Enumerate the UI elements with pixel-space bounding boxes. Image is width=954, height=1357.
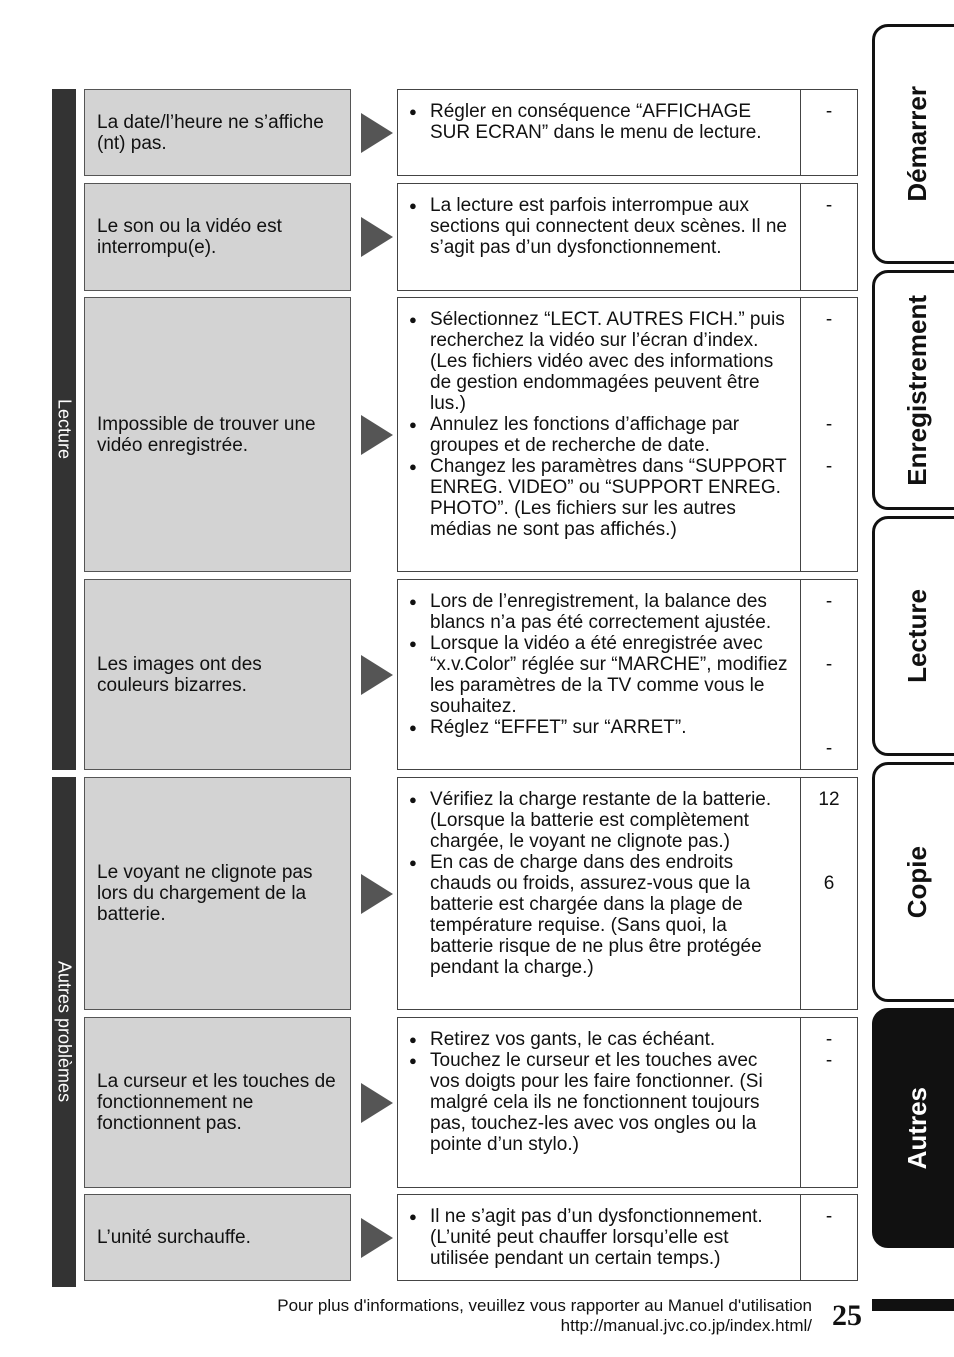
ref-value: 6 xyxy=(823,873,835,894)
cause-item: ● Changez les paramètres dans “SUPPORT ENREG. VIDEO” ou “SUPPORT ENREG. PHOTO”. (Les fichiers sur les autres médias ne sont pas affichés.) xyxy=(408,456,788,540)
tab-label: Démarrer xyxy=(901,86,932,202)
cause-cell xyxy=(397,297,801,572)
symptom-cell xyxy=(84,1017,351,1188)
ref-value: - xyxy=(825,456,833,477)
cause-item: ● Lors de l’enregistrement, la balance des blancs n’a pas été correctement ajustée. xyxy=(408,591,788,633)
ref-value: - xyxy=(825,414,833,435)
symptom-cell xyxy=(84,1194,351,1281)
cause-item: ● Lorsque la vidéo a été enregistrée avec “x.v.Color” réglée sur “MARCHE”, modifiez les paramètres de la TV comme vous le souhaitez. xyxy=(408,633,788,717)
cause-item: ● Sélectionnez “LECT. AUTRES FICH.” puis recherchez la vidéo sur l’écran d’index. (Les fichiers vidéo avec des informations de gestion endommagées peuvent être lus.) xyxy=(408,309,788,414)
cause-cell xyxy=(397,1194,801,1281)
symptom-cell xyxy=(84,777,351,1010)
tab-copie[interactable] xyxy=(872,762,954,1002)
symptom-cell xyxy=(84,89,351,176)
ref-value: - xyxy=(825,591,833,612)
ref-value: - xyxy=(825,738,833,759)
ref-value: - xyxy=(825,309,833,330)
tab-label: Autres xyxy=(901,1086,932,1170)
arrow-icon xyxy=(359,1216,395,1260)
cause-item: ● La lecture est parfois interrompue aux sections qui connectent deux scènes. Il ne s’agit pas d’un dysfonctionnement. xyxy=(408,195,788,258)
tab-label: Copie xyxy=(901,845,932,919)
symptom-cell xyxy=(84,183,351,291)
arrow-icon xyxy=(359,1081,395,1125)
table-row xyxy=(0,294,954,572)
cause-cell xyxy=(397,777,801,1010)
ref-cell xyxy=(800,89,858,176)
cause-item: ● En cas de charge dans des endroits chauds ou froids, assurez-vous que la batterie est chargée dans la plage de température requise. (Sans quoi, la batterie risque de ne plus être protégée pendant la charge.) xyxy=(408,852,788,978)
symptom-text: La curseur et les touches de fonctionnement ne fonctionnent pas. xyxy=(97,1071,336,1134)
table-row xyxy=(0,777,954,1010)
cause-item: ● Annulez les fonctions d’affichage par groupes et de recherche de date. xyxy=(408,414,788,456)
footer-url[interactable]: http://manual.jvc.co.jp/index.html/ xyxy=(560,1316,812,1335)
ref-value: 12 xyxy=(818,789,840,810)
page-number: 25 xyxy=(832,1299,862,1332)
symptom-cell xyxy=(84,297,351,572)
cause-item: ● Réglez “EFFET” sur “ARRET”. xyxy=(408,717,788,738)
section-label-text: Lecture xyxy=(54,399,75,460)
cause-item: ● Retirez vos gants, le cas échéant. xyxy=(408,1029,788,1050)
section-label-text: Autres problèmes xyxy=(54,961,75,1103)
symptom-text: Le voyant ne clignote pas lors du chargement de la batterie. xyxy=(97,862,313,925)
table-row xyxy=(0,89,954,176)
arrow-icon xyxy=(359,872,395,916)
tab-label: Lecture xyxy=(901,589,932,683)
cause-item: ● Vérifiez la charge restante de la batterie. (Lorsque la batterie est complètement chargée, le voyant ne clignote pas.) xyxy=(408,789,788,852)
table-row xyxy=(0,1017,954,1188)
ref-value: - xyxy=(825,1206,833,1227)
tab-lecture[interactable] xyxy=(872,516,954,756)
ref-cell xyxy=(800,1017,858,1188)
ref-cell xyxy=(800,297,858,572)
ref-value: - xyxy=(825,101,833,122)
symptom-text: Les images ont des couleurs bizarres. xyxy=(97,653,262,696)
table-row xyxy=(0,579,954,770)
ref-cell xyxy=(800,183,858,291)
symptom-cell xyxy=(84,579,351,770)
cause-cell xyxy=(397,89,801,176)
arrow-icon xyxy=(359,111,395,155)
ref-cell xyxy=(800,579,858,770)
table-row xyxy=(0,183,954,291)
symptom-text: La date/l’heure ne s’affiche (nt) pas. xyxy=(97,111,324,154)
arrow-icon xyxy=(359,215,395,259)
footer-note: Pour plus d'informations, veuillez vous rapporter au Manuel d'utilisation xyxy=(277,1296,812,1315)
cause-cell xyxy=(397,183,801,291)
arrow-icon xyxy=(359,413,395,457)
ref-value: - xyxy=(825,195,833,216)
tab-demarrer[interactable] xyxy=(872,24,954,264)
ref-cell xyxy=(800,1194,858,1281)
symptom-text: L’unité surchauffe. xyxy=(97,1227,251,1248)
cause-item: ● Touchez le curseur et les touches avec vos doigts pour les faire fonctionner. (Si malgré cela ils ne fonctionnent toujours pas, touchez-les avec vos ongles ou la pointe d’un stylo.) xyxy=(408,1050,788,1155)
symptom-text: Le son ou la vidéo est interrompu(e). xyxy=(97,216,282,258)
ref-cell xyxy=(800,777,858,1010)
ref-value: - xyxy=(825,1029,833,1050)
tab-label: Enregistrement xyxy=(901,294,932,486)
cause-cell xyxy=(397,1017,801,1188)
ref-value: - xyxy=(825,654,833,675)
symptom-text: Impossible de trouver une vidéo enregistrée. xyxy=(97,413,316,456)
tab-autres[interactable] xyxy=(872,1008,954,1248)
footer-bar xyxy=(872,1299,954,1311)
cause-item: ● Régler en conséquence “AFFICHAGE SUR ECRAN” dans le menu de lecture. xyxy=(408,101,788,143)
arrow-icon xyxy=(359,653,395,697)
tab-enregistrement[interactable] xyxy=(872,270,954,510)
cause-cell xyxy=(397,579,801,770)
cause-item: ● Il ne s’agit pas d’un dysfonctionnement. (L’unité peut chauffer lorsqu’elle est utilisée pendant un certain temps.) xyxy=(408,1206,788,1269)
table-row xyxy=(0,1194,954,1281)
ref-value: - xyxy=(825,1050,833,1071)
